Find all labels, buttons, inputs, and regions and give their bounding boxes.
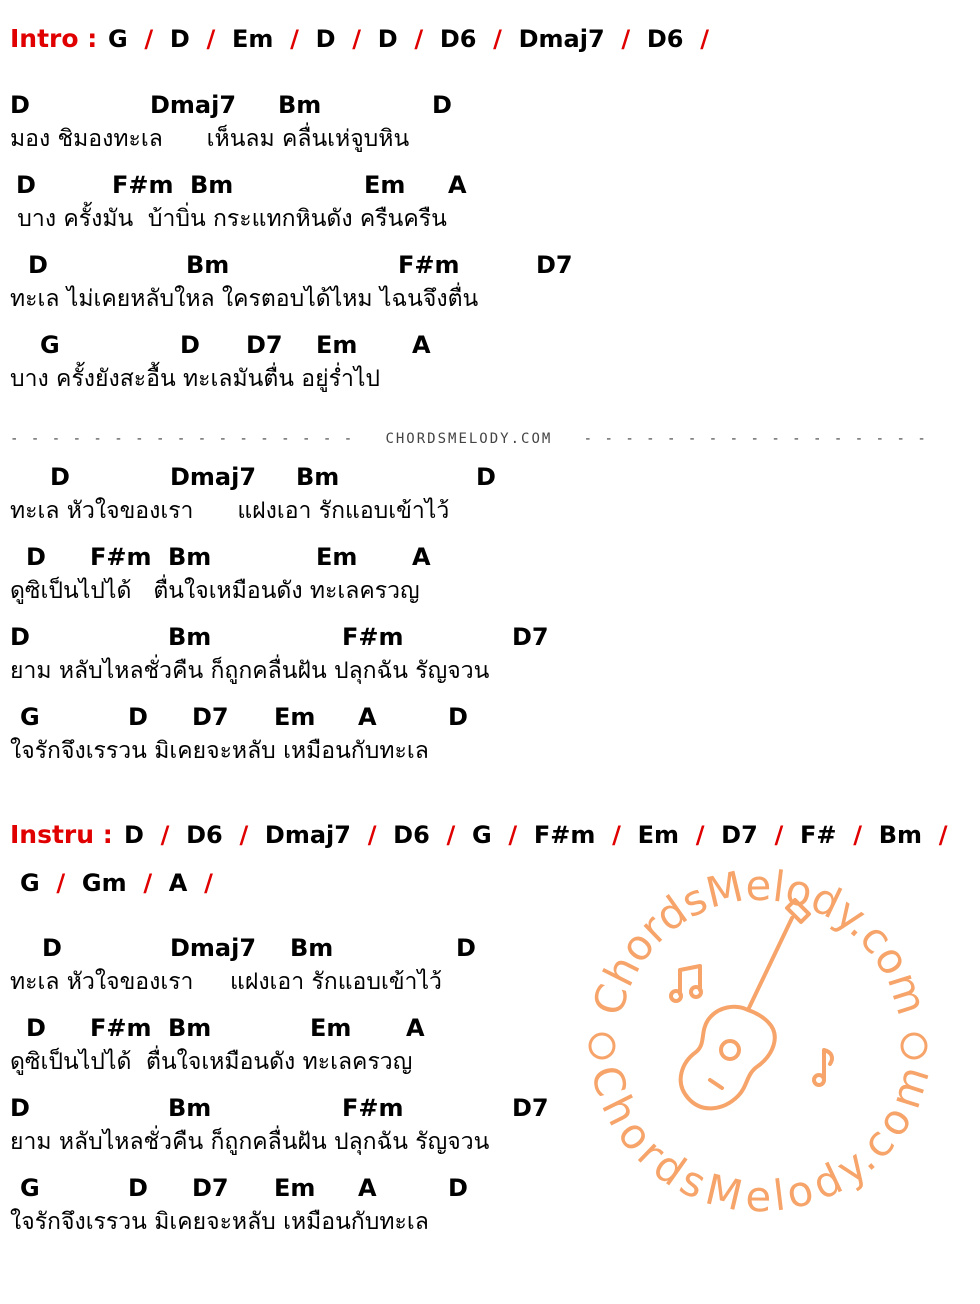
chord-separator: / [39, 869, 82, 897]
lyric-line: ทะเล หัวใจของเรา แฝงเอา รักแอบเข้าไว้ [10, 498, 450, 524]
chord: D [42, 934, 62, 962]
chord: D [456, 934, 476, 962]
chord-separator: / [126, 869, 169, 897]
chord: G [40, 331, 60, 359]
chord: D7 [192, 1174, 229, 1202]
chord-separator: / [335, 25, 378, 53]
ornament-icon [590, 1034, 926, 1058]
chord: A [412, 331, 431, 359]
lyric-line: บาง ครั้งมัน บ้าบิ่น กระแทกหินดัง ครืนครืน [10, 206, 447, 232]
chord: A [412, 543, 431, 571]
chord: F#m [342, 1094, 404, 1122]
chord: A [358, 703, 377, 731]
chord-separator: / [604, 25, 647, 53]
chord-separator: / [350, 821, 394, 849]
chord: Dmaj7 [264, 821, 351, 849]
chord: F# [799, 821, 837, 849]
chord: F#m [90, 1014, 152, 1042]
chord: Em [310, 1014, 352, 1042]
chord: F#m [112, 171, 174, 199]
watermark-text-bottom: ChordsMelody.com [581, 1060, 939, 1220]
chord: D7 [721, 821, 758, 849]
chord: D [169, 25, 190, 53]
chord: D [377, 25, 398, 53]
intro-label: Intro : [10, 24, 98, 53]
chord: G [471, 821, 492, 849]
chord-separator: / [678, 821, 722, 849]
chord: Dmaj7 [170, 463, 257, 491]
chord: Dmaj7 [518, 25, 605, 53]
chord: Dmaj7 [170, 934, 257, 962]
chord: D [448, 1174, 468, 1202]
chord: D6 [393, 821, 430, 849]
chord: F#m [342, 623, 404, 651]
verse-line [0, 1171, 468, 1205]
chord: G [20, 869, 40, 897]
music-note-icon [671, 966, 832, 1085]
chord: D6 [439, 25, 477, 53]
chord: Bm [168, 623, 212, 651]
chord: D [10, 91, 30, 119]
chord: D [10, 1094, 30, 1122]
lyric-line: ดูซิเป็นไปได้ ตื่นใจเหมือนดัง ทะเลครวญ [10, 1049, 413, 1075]
verse-line [0, 1091, 549, 1125]
intro-chord-sequence [108, 22, 726, 56]
chord-separator: / [143, 821, 187, 849]
chord: D7 [192, 703, 229, 731]
chord: D [10, 623, 30, 651]
lyric-line: มอง ชิมองทะเล เห็นลม คลื่นเห่จูบหิน [10, 126, 410, 152]
instru-label: Instru : [10, 820, 113, 849]
chord-separator: / [397, 25, 440, 53]
chord: D [16, 171, 36, 199]
chord-separator: / [836, 821, 879, 849]
chord: A [358, 1174, 377, 1202]
chord: D [476, 463, 496, 491]
verse-line [0, 931, 476, 965]
chord: D7 [246, 331, 283, 359]
chord: F#m [398, 251, 460, 279]
verse-line [0, 540, 431, 574]
lyric-line: ใจรักจึงเรรวน มิเคยจะหลับ เหมือนกับทะเล [10, 738, 429, 764]
chord: G [20, 703, 40, 731]
chord: D [26, 543, 46, 571]
chord: D6 [646, 25, 684, 53]
chord: D [26, 1014, 46, 1042]
verse-line [0, 328, 431, 362]
chord: D [448, 703, 468, 731]
chord: D [180, 331, 200, 359]
chord-separator: / [222, 821, 265, 849]
chord: Em [274, 1174, 316, 1202]
chord: D [128, 1174, 148, 1202]
chord: Bm [878, 821, 922, 849]
verse-line [0, 460, 496, 494]
chord: Bm [278, 91, 322, 119]
chord: Bm [186, 251, 230, 279]
chord: D7 [512, 1094, 549, 1122]
lyric-line: ยาม หลับไหลชั่วคืน ก็ถูกคลื่นฝัน ปลุกฉัน รัญจวน [10, 658, 490, 684]
chord: D [432, 91, 452, 119]
chord-separator: / [595, 821, 638, 849]
chord-separator: / [273, 25, 316, 53]
chord: Bm [296, 463, 340, 491]
chord-separator: / [189, 25, 232, 53]
chord: Em [364, 171, 406, 199]
watermark-text-top: ChordsMelody.com [583, 860, 937, 1021]
verse-line [0, 168, 467, 202]
chord: Bm [168, 1094, 212, 1122]
lyric-line: ทะเล หัวใจของเรา แฝงเอา รักแอบเข้าไว้ [10, 969, 442, 995]
verse-line [0, 88, 452, 122]
chord: D [124, 821, 144, 849]
chord: Em [274, 703, 316, 731]
verse-line [0, 248, 573, 282]
divider-site-name: CHORDSMELODY.COM [385, 431, 553, 447]
chord: A [448, 171, 467, 199]
chord: Bm [168, 1014, 212, 1042]
chord: G [20, 1174, 40, 1202]
chord: D [50, 463, 70, 491]
chord: D [128, 703, 148, 731]
chord: A [406, 1014, 425, 1042]
site-divider [10, 426, 928, 452]
chord: Em [316, 331, 358, 359]
chord: D [28, 251, 48, 279]
lyric-line: ใจรักจึงเรรวน มิเคยจะหลับ เหมือนกับทะเล [10, 1209, 429, 1235]
chord: D6 [186, 821, 223, 849]
chord: Bm [190, 171, 234, 199]
chord-separator: / [491, 821, 534, 849]
chord: Dmaj7 [150, 91, 237, 119]
chord: D [315, 25, 336, 53]
chord-separator: / [757, 821, 800, 849]
chord: F#m [533, 821, 596, 849]
verse-line [0, 1011, 425, 1045]
lyric-line: ดูซิเป็นไปได้ ตื่นใจเหมือนดัง ทะเลครวญ [10, 578, 420, 604]
divider-right: - - - - - - - - - - - - - - - - - [583, 431, 928, 447]
lyric-line: ทะเล ไม่เคยหลับใหล ใครตอบได้ไหม ไฉนจึงตื่น [10, 286, 479, 312]
chord: Bm [290, 934, 334, 962]
verse-line [0, 620, 549, 654]
chord: Em [316, 543, 358, 571]
chord-separator: / [683, 25, 726, 53]
chordsmelody-watermark [580, 860, 940, 1220]
chord: Em [232, 25, 274, 53]
divider-left: - - - - - - - - - - - - - - - - - [10, 431, 355, 447]
chord: Bm [168, 543, 212, 571]
chord: Gm [81, 869, 127, 897]
chord: Em [637, 821, 679, 849]
chord: F#m [90, 543, 152, 571]
chord-separator: / [429, 821, 472, 849]
chord-separator: / [187, 869, 230, 897]
guitar-icon [681, 900, 809, 1108]
lyric-line: บาง ครั้งยังสะอื้น ทะเลมันตื่น อยู่ร่ำไป [10, 366, 381, 392]
chord-separator: / [922, 821, 965, 849]
chord: A [168, 869, 188, 897]
instru-chord-sequence-2 [20, 866, 230, 900]
chord: G [108, 25, 128, 53]
chord: D7 [536, 251, 573, 279]
chord: D7 [512, 623, 549, 651]
chord-separator: / [127, 25, 170, 53]
verse-line [0, 700, 468, 734]
lyric-line: ยาม หลับไหลชั่วคืน ก็ถูกคลื่นฝัน ปลุกฉัน รัญจวน [10, 1129, 490, 1155]
chord-separator: / [476, 25, 519, 53]
instru-chord-sequence [124, 818, 964, 852]
